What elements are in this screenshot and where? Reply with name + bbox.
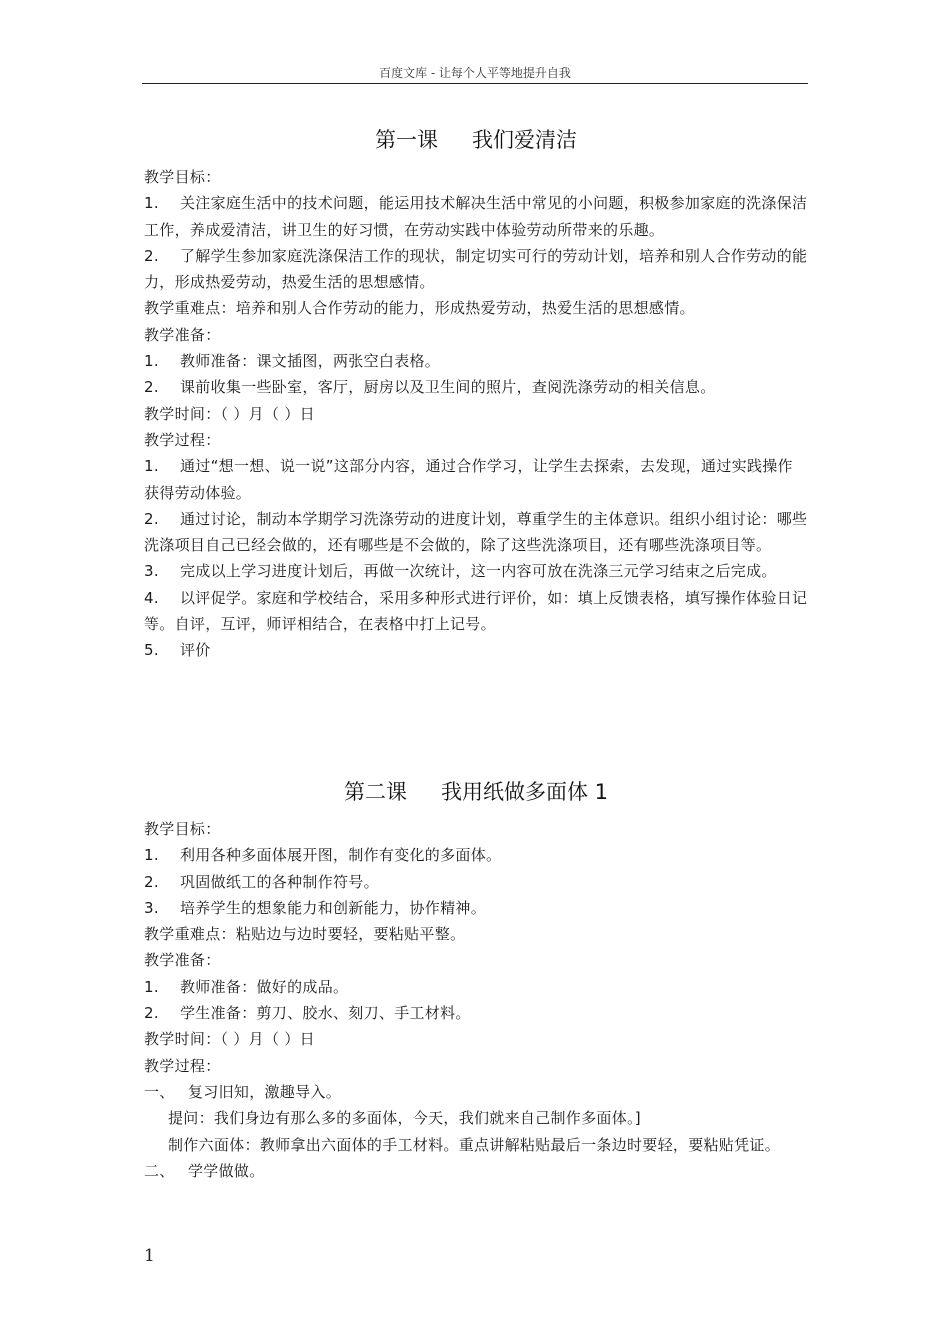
item-number: 3. [144,898,159,917]
item-number: 2. [144,509,159,528]
prep-item [144,374,808,400]
keypoint: 教学重难点：培养和别人合作劳动的能力，形成热爱劳动，热爱生活的思想感情。 [144,299,695,318]
lesson-2-section [144,772,808,1184]
goals-label: 教学目标： [144,820,221,838]
lesson-2-title [144,772,808,812]
step-number: 二、 [144,1161,175,1180]
process-item [144,585,808,638]
item-text: 教师准备：做好的成品。 [180,977,349,996]
goal-item [144,842,808,868]
process-step [144,1158,808,1184]
lesson-2-name: 我用纸做多面体 1 [440,780,609,804]
item-text: 利用各种多面体展开图，制作有变化的多面体。 [180,846,502,865]
header-divider [142,83,808,84]
item-text: 了解学生参加家庭洗涤保洁工作的现状，制定切实可行的劳动计划，培养和别人合作劳动的能力，形成热爱劳动，热爱生活的思想感情。 [144,246,808,292]
lesson-2-number: 第二课 [343,780,407,804]
item-text: 学生准备：剪刀、胶水、刻刀、手工材料。 [180,1004,471,1023]
goal-item [144,243,808,296]
item-text: 培养学生的想象能力和创新能力，协作精神。 [180,898,487,917]
step-text: 复习旧知，激趣导入。 [188,1082,342,1101]
lesson-1-section [144,120,808,664]
keypoint: 教学重难点：粘贴边与边时要轻，要粘贴平整。 [144,925,466,944]
item-number: 2. [144,378,159,397]
teaching-time: 教学时间：（ ）月（ ）日 [144,404,315,423]
item-text: 完成以上学习进度计划后，再做一次统计，这一内容可放在洗涤三元学习结束之后完成。 [180,562,777,581]
item-number: 1. [144,194,159,213]
item-text: 课前收集一些卧室，客厅，厨房以及卫生间的照片，查阅洗涤劳动的相关信息。 [180,378,716,397]
item-text: 评价 [180,641,211,660]
goals-label: 教学目标： [144,168,221,186]
process-label: 教学过程： [144,430,221,449]
page-number: 1 [144,1246,155,1266]
prep-label: 教学准备： [144,325,221,344]
step-question: 提问：我们身边有那么多的多面体，今天，我们就来自己制作多面体。] [168,1109,641,1128]
item-text: 教师准备：课文插图，两张空白表格。 [180,352,441,371]
item-number: 1. [144,846,159,865]
item-number: 4. [144,588,159,607]
goal-item [144,895,808,921]
lesson-1-title [144,120,808,160]
prep-item [144,974,808,1000]
item-number: 3. [144,562,159,581]
item-number: 5. [144,641,159,660]
item-number: 1. [144,977,159,996]
prep-item [144,348,808,374]
item-text: 关注家庭生活中的技术问题，能运用技术解决生活中常见的小问题，积极参加家庭的洗涤保洁工作，养成爱清洁，讲卫生的好习惯，在劳动实践中体验劳动所带来的乐趣。 [144,194,808,239]
item-text: 通过讨论，制动本学期学习洗涤劳动的进度计划，尊重学生的主体意识。组织小组讨论：哪些洗涤项目自己已经会做的，还有哪些是不会做的，除了这些洗涤项目，还有哪些洗涤项目等。 [144,509,808,555]
item-number: 2. [144,246,159,265]
process-item [144,453,808,506]
teaching-time: 教学时间：（ ）月（ ）日 [144,1030,315,1049]
process-step [144,1079,808,1105]
item-text: 以评促学。家庭和学校结合，采用多种形式进行评价，如：填上反馈表格，填写操作体验日记等。自评，互评，师评相结合，在表格中打上记号。 [144,588,808,634]
process-label: 教学过程： [144,1056,221,1075]
item-number: 1. [144,457,159,476]
item-text: 巩固做纸工的各种制作符号。 [180,872,379,891]
prep-label: 教学准备： [144,951,221,970]
process-item [144,506,808,559]
goal-item [144,190,808,243]
process-item [144,637,808,663]
step-making: 制作六面体：教师拿出六面体的手工材料。重点讲解粘贴最后一条边时要轻，要粘贴凭证。 [168,1135,781,1154]
item-number: 2. [144,1004,159,1023]
item-number: 2. [144,872,159,891]
prep-item [144,1000,808,1026]
lesson-1-number: 第一课 [375,128,438,152]
step-text: 学学做做。 [188,1161,265,1180]
item-text: 通过“想一想、说一说”这部分内容，通过合作学习，让学生去探索，去发现，通过实践操作获得劳动体验。 [144,457,793,502]
item-number: 1. [144,352,159,371]
step-number: 一、 [144,1082,175,1101]
lesson-1-name: 我们爱清洁 [472,128,577,152]
page-header: 百度文库 - 让每个人平等地提升自我 [379,66,571,80]
goal-item [144,869,808,895]
process-item [144,558,808,584]
